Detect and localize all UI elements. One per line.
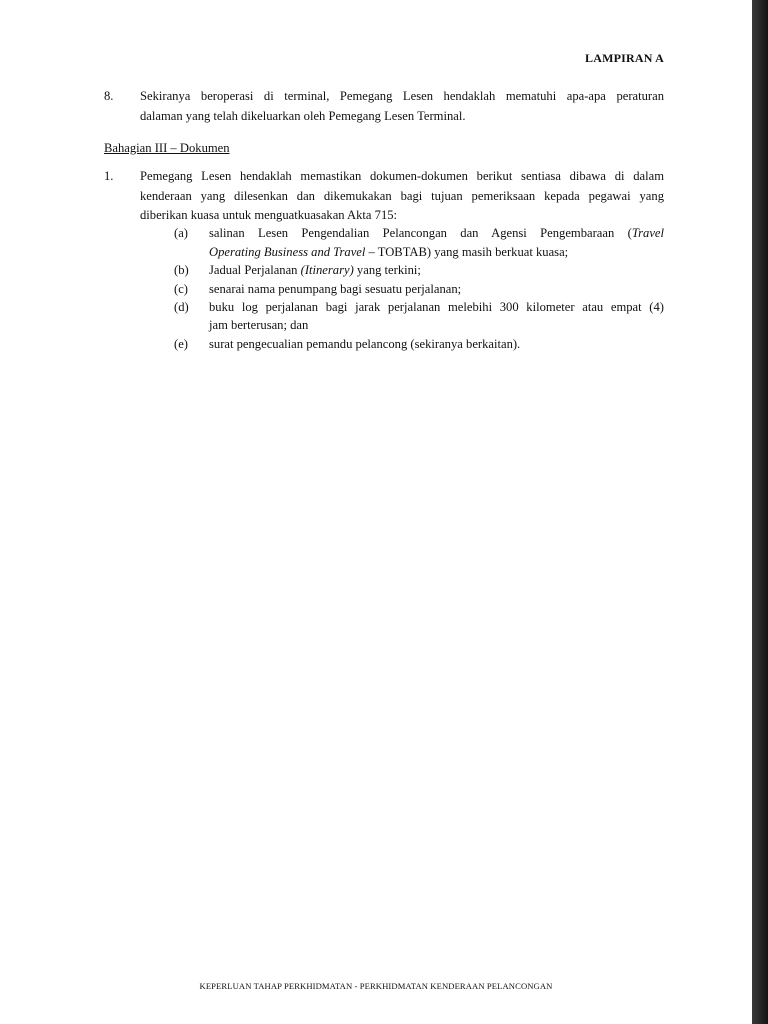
subitem-a-line-1: salinan Lesen Pengendalian Pelancongan dan Agensi Pengembaraan (Travel [209, 226, 664, 240]
subitem-b-letter: (b) [174, 263, 189, 277]
subitem-b-text: Jadual Perjalanan (Itinerary) yang terkini; [209, 263, 421, 277]
item-1-line-2: kenderaan yang dilesenkan dan dikemukakan bagi tujuan pemeriksaan kepada pegawai yang [140, 189, 664, 203]
item-1-number: 1. [104, 169, 114, 183]
subitem-c-letter: (c) [174, 282, 188, 296]
subitem-e-text: surat pengecualian pemandu pelancong (sekiranya berkaitan). [209, 337, 521, 351]
subitem-d-letter: (d) [174, 300, 189, 314]
page-footer: KEPERLUAN TAHAP PERKHIDMATAN - PERKHIDMATAN KENDERAAN PELANCONGAN [199, 981, 553, 991]
appendix-label: LAMPIRAN A [585, 51, 664, 65]
item-8-line-2: dalaman yang telah dikeluarkan oleh Pemegang Lesen Terminal. [140, 109, 466, 123]
item-8-line-1: Sekiranya beroperasi di terminal, Pemegang Lesen hendaklah mematuhi apa-apa peraturan [140, 89, 664, 103]
page-edge-shadow [752, 0, 768, 1024]
item-1-line-3: diberikan kuasa untuk menguatkuasakan Akta 715: [140, 208, 398, 222]
item-8-number: 8. [104, 89, 114, 103]
subitem-d-line-1: buku log perjalanan bagi jarak perjalanan melebihi 300 kilometer atau empat (4) [209, 300, 664, 314]
subitem-e-letter: (e) [174, 337, 188, 351]
item-1-line-1: Pemegang Lesen hendaklah memastikan dokumen-dokumen berikut sentiasa dibawa di dalam [140, 169, 664, 183]
section-heading: Bahagian III – Dokumen [104, 141, 230, 155]
subitem-d-line-2: jam berterusan; dan [209, 318, 309, 332]
subitem-a-line-2: Operating Business and Travel – TOBTAB) yang masih berkuat kuasa; [209, 245, 569, 259]
subitem-a-letter: (a) [174, 226, 188, 240]
subitem-c-text: senarai nama penumpang bagi sesuatu perjalanan; [209, 282, 462, 296]
